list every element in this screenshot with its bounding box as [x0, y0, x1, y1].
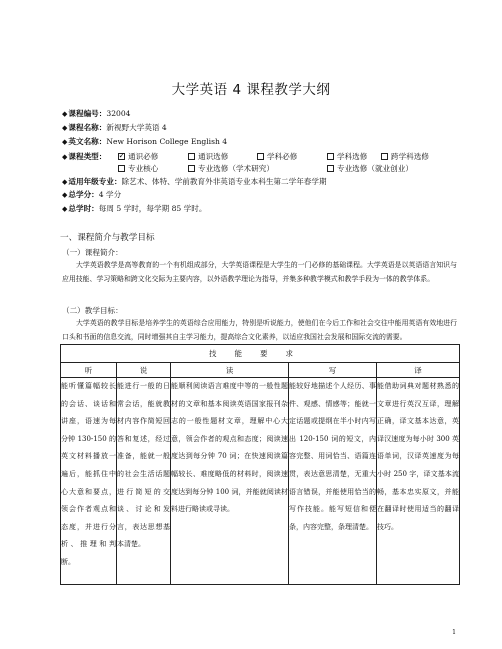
section-heading: 一、课程简介与教学目标 [60, 233, 155, 243]
type-option-label: 学科选修 [337, 152, 368, 161]
meta-credits [62, 189, 121, 201]
type-option-label: 学科必修 [267, 152, 298, 161]
cell-speaking: 能进行一般的日常会话，能就教材内容作简短回答和复述，经过准备，能就一般的社会生活话题进行简短的交谈、讨论和发言，表达思想基本清楚。 [117, 378, 171, 585]
credits-value: 4 学分 [98, 190, 122, 199]
diamond-bullet-icon: ◆ [62, 191, 68, 199]
type-option[interactable] [118, 163, 158, 174]
diamond-bullet-icon: ◆ [62, 110, 68, 118]
meta-course-name [62, 122, 167, 134]
hours-label: 总学时： [68, 204, 99, 213]
course-name-value: 新视野大学英语 4 [106, 123, 167, 132]
table-header-text: 技能要求 [209, 349, 312, 358]
column-header-writing: 写 [289, 363, 377, 378]
diamond-bullet-icon: ◆ [62, 178, 68, 186]
credits-label: 总学分： [68, 190, 99, 199]
type-option-label: 专业选修（就业创业） [337, 164, 413, 173]
meta-course-type [62, 151, 429, 163]
cell-translation: 能借助词典对题材熟悉的文章进行英汉互译，理解正确，译文基本达意，英译汉速度为每小时 300 英语单词，汉译英速度为每小时 250 字，译文基本流畅，基本忠实原文，并能在翻译时使用适当的翻译技巧。 [377, 378, 460, 585]
meta-course-type-row2 [62, 163, 442, 174]
checkbox-icon[interactable] [188, 165, 195, 172]
page-number: 1 [452, 629, 456, 636]
type-option[interactable] [188, 151, 228, 162]
diamond-bullet-icon: ◆ [62, 153, 68, 161]
intro-paragraph: 大学英语教学是高等教育的一个有机组成部分，大学英语课程是大学生的一门必修的基础课程。大学英语是以英语语言知识与应用技能、学习策略和跨文化交际为主要内容，以外语教学理论为指导，并集多种教学模式和教学手段为一体的教学体系。 [62, 261, 457, 283]
type-option[interactable] [257, 151, 297, 162]
column-header-listening: 听 [61, 363, 117, 378]
target-value: 除艺术、体特、学前教育外非英语专业本科生第二学年春学期 [121, 177, 327, 186]
checkbox-icon[interactable] [327, 153, 334, 160]
target-label: 适用年级专业： [68, 177, 122, 186]
diamond-bullet-icon: ◆ [62, 205, 68, 213]
checkbox-icon[interactable] [381, 153, 388, 160]
subsection-heading: （一）课程简介： [62, 248, 123, 257]
cell-reading: 能顺利阅读语言难度中等的一般性题材的文章和基本阅读英语国家报刊杂志的一般性题材文章，理解中心大意，领会作者的观点和态度；阅读速度达到每分钟 70 词；在快速阅读篇幅较长、难度略低的材料时，阅读速度达到每分钟 100 词，并能就阅读材料进行略读或寻读。 [171, 378, 289, 585]
english-name-label: 英文名称： [68, 137, 107, 146]
meta-target [62, 176, 327, 188]
type-option-label: 专业核心 [128, 164, 159, 173]
type-option-label: 通识选修 [198, 152, 229, 161]
checkbox-icon[interactable] [118, 165, 125, 172]
type-option[interactable] [118, 151, 158, 162]
skills-table [60, 344, 460, 585]
meta-course-code [62, 108, 131, 120]
cell-listening: 能听懂篇幅较长的会话、谈话和讲座，语速为每分钟 130-150 的英文材料播放一遍后，能抓住中心大意和要点，领会作者观点和态度，并进行分析、推理和判断。 [61, 378, 117, 585]
course-code-label: 课程编号： [68, 109, 107, 118]
type-option-label: 跨学科选修 [391, 152, 429, 161]
table-header [61, 345, 460, 363]
course-name-label: 课程名称： [68, 123, 107, 132]
type-option[interactable] [188, 163, 274, 174]
type-option-label: 通识必修 [128, 152, 159, 161]
hours-value: 每周 5 学时，每学期 85 学时。 [98, 204, 207, 213]
type-option[interactable] [327, 163, 413, 174]
goals-paragraph: 大学英语的教学目标是培养学生的英语综合应用能力，特别是听说能力，使他们在今后工作和社会交往中能用英语有效地进行口头和书面的信息交流，同时增强其自主学习能力，提高综合文化素养，以适应我国社会发展和国际交流的需要。 [62, 319, 457, 341]
diamond-bullet-icon: ◆ [62, 138, 68, 146]
course-code-value: 32004 [106, 109, 131, 118]
type-option-label: 专业选修（学术研究） [198, 164, 274, 173]
meta-english-name [62, 136, 227, 148]
cell-writing: 能较好地描述个人经历、事件、观感、情感等；能就一定话题或提纲在半小时内写出 120-150 词的短文，内容完整、用词恰当、语篇连贯，表达意思清楚，无重大语言错误，并能使用恰当的写作技能。能写短信和便条，内容完整，条理清楚。 [289, 378, 377, 585]
checkbox-icon[interactable] [327, 165, 334, 172]
column-header-reading: 读 [171, 363, 289, 378]
diamond-bullet-icon: ◆ [62, 124, 68, 132]
english-name-value: New Horison College English 4 [106, 137, 228, 146]
course-type-label: 课程类型： [68, 152, 107, 161]
type-option[interactable] [327, 151, 367, 162]
column-header-translation: 译 [377, 363, 460, 378]
subsection-heading: （二）教学目标： [62, 306, 123, 315]
checkbox-checked-icon[interactable] [118, 153, 125, 160]
document-title: 大学英语 4 课程教学大纲 [171, 82, 331, 98]
meta-hours [62, 203, 206, 215]
checkbox-icon[interactable] [257, 153, 264, 160]
type-option[interactable] [381, 151, 429, 162]
column-header-speaking: 说 [117, 363, 171, 378]
checkbox-icon[interactable] [188, 153, 195, 160]
